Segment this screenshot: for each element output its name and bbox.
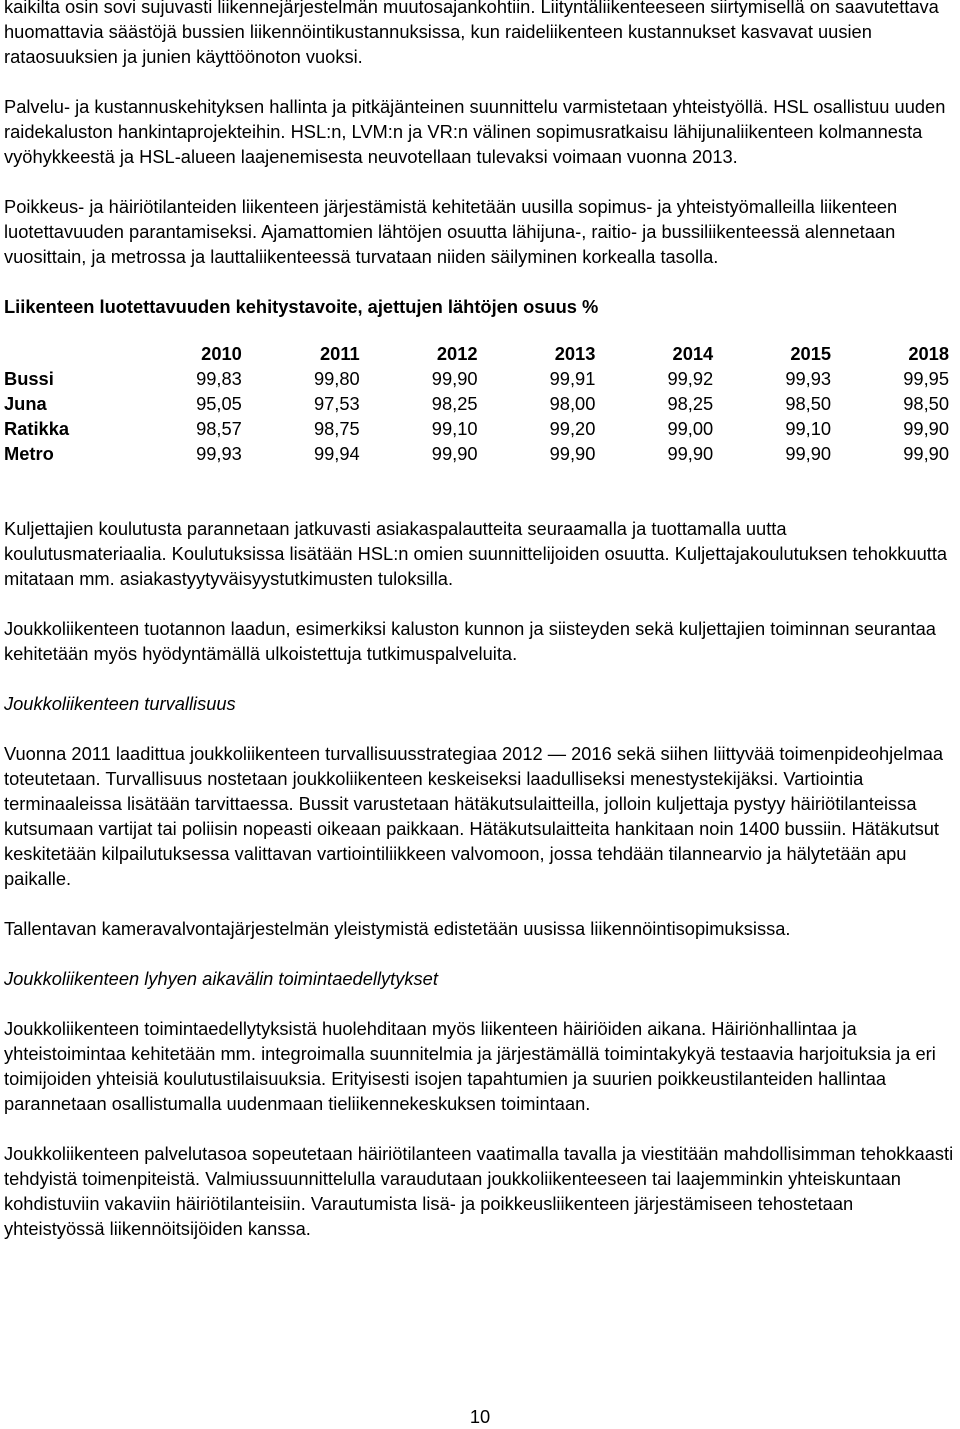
mode-label: Ratikka <box>4 418 70 439</box>
table-cell: 95,05 <box>196 393 242 414</box>
mode-label: Juna <box>4 393 47 414</box>
table-cell: 99,92 <box>667 368 714 389</box>
table-cell: 99,90 <box>667 443 714 464</box>
table-cell: 99,90 <box>431 368 478 389</box>
heading-safety: Joukkoliikenteen turvallisuus <box>4 693 236 714</box>
paragraph-driver-training: Kuljettajien koulutusta parannetaan jatkuvasti asiakaspalautteita seuraamalla ja tuottamalla uutta koulutusmateriaalia. Koulutuksissa lisätään HSL:n omien suunnittelijoiden osuutta. Kuljettajakoulutuksen tehokkuutta mitataan mm. asiakastyytyväisyystutkimusten tuloksilla. <box>4 518 948 589</box>
document-page <box>4 0 954 1241</box>
table-cell: 97,53 <box>313 393 360 414</box>
page-number: 10 <box>469 1406 491 1427</box>
table-cell: 98,50 <box>785 393 832 414</box>
paragraph-transfer-traffic: kaikilta osin sovi sujuvasti liikennejärjestelmän muutosajankohtiin. Liityntäliikenteeseen siirtymisellä on saavutettava huomattavia säästöjä bussien liikennöintikustannuksissa, kun raideliikenteen kustannukset kasvavat uusien rataosuuksien ja junien käyttöönoton vuoksi. <box>4 0 939 67</box>
heading-short-term-operations: Joukkoliikenteen lyhyen aikavälin toimintaedellytykset <box>4 968 438 989</box>
reliability-table-title: Liikenteen luotettavuuden kehitystavoite, ajettujen lähtöjen osuus % <box>4 296 599 317</box>
paragraph-production-quality: Joukkoliikenteen tuotannon laadun, esimerkiksi kaluston kunnon ja siisteyden sekä kuljettajien toiminnan seurantaa kehitetään myös hyödyntämällä ulkoistettuja tutkimuspalveluita. <box>4 618 936 664</box>
table-cell: 98,50 <box>903 393 949 414</box>
table-cell: 99,80 <box>313 368 360 389</box>
table-cell: 99,91 <box>549 368 596 389</box>
year-header: 2018 <box>908 343 949 364</box>
table-cell: 98,00 <box>549 393 596 414</box>
paragraph-safety-strategy: Vuonna 2011 laadittua joukkoliikenteen turvallisuusstrategiaa 2012 — 2016 sekä siihen liittyvää toimenpideohjelmaa toteutetaan. Turvallisuus nostetaan joukkoliikenteen keskeiseksi laadulliseksi menestystekijäksi. Vartiointia terminaaleissa lisätään tarvittaessa. Bussit varustetaan hätäkutsulaitteilla, jolloin kuljettaja pystyy häiriötilanteissa kutsumaan vartijat tai poliisin nopeasti oikeaan paikkaan. Hätäkutsulaitteita hankitaan noin 1400 bussiin. Hätäkutsut keskitetään kilpailutuksessa valittavan vartiointiliikkeen valvomoon, jossa tehdään tilannearvio ja hälytetään apu paikalle. <box>4 743 944 889</box>
year-header: 2015 <box>790 343 832 364</box>
mode-label: Bussi <box>4 368 54 389</box>
year-header: 2010 <box>201 343 242 364</box>
year-header: 2012 <box>436 343 478 364</box>
paragraph-camera-surveillance: Tallentavan kameravalvontajärjestelmän yleistymistä edistetään uusissa liikennöintisopimuksissa. <box>4 918 791 939</box>
table-cell: 99,90 <box>431 443 478 464</box>
table-cell: 99,95 <box>903 368 949 389</box>
paragraph-cost-management: Palvelu- ja kustannuskehityksen hallinta ja pitkäjänteinen suunnittelu varmistetaan yhteistyöllä. HSL osallistuu uuden raidekaluston hankintaprojekteihin. HSL:n, LVM:n ja VR:n välinen sopimusratkaisu lähijunaliikenteen kolmannesta vyöhykkeestä ja HSL-alueen laajenemisesta neuvotellaan tulevaksi voimaan vuonna 2013. <box>4 96 946 167</box>
table-cell: 99,10 <box>431 418 478 439</box>
table-cell: 98,25 <box>431 393 478 414</box>
year-header: 2014 <box>672 343 714 364</box>
paragraph-service-adaptation: Joukkoliikenteen palvelutasoa sopeutetaan häiriötilanteen vaatimalla tavalla ja viestitään mahdollisimman tehokkaasti tehdyistä toimenpiteistä. Valmiussuunnittelulla varaudutaan joukkoliikenteeseen tai laajemminkin yhteiskuntaan kohdistuviin vakaviin häiriötilanteisiin. Varautumista lisä- ja poikkeusliikenteen järjestämiseen tehostetaan yhteistyössä liikennöitsijöiden kanssa. <box>4 1143 954 1239</box>
paragraph-disruption-arrangements: Poikkeus- ja häiriötilanteiden liikenteen järjestämistä kehitetään uusilla sopimus- ja yhteistyömalleilla liikenteen luotettavuuden parantamiseksi. Ajamattomien lähtöjen osuutta lähijuna-, raitio- ja bussiliikenteessä alennetaan vuosittain, ja metrossa ja lauttaliikenteessä turvataan niiden säilyminen korkealla tasolla. <box>4 196 898 267</box>
table-row <box>4 366 949 391</box>
table-cell: 99,00 <box>667 418 714 439</box>
paragraph-disruption-management: Joukkoliikenteen toimintaedellytyksistä huolehditaan myös liikenteen häiriöiden aikana. Häiriönhallintaa ja yhteistoimintaa kehitetään mm. integroimalla suunnitelmia ja järjestämällä toimintakykyä testaavia harjoituksia ja eri toimijoiden yhteisiä koulutustilaisuuksia. Erityisesti isojen tapahtumien ja suurien poikkeustilanteiden hallintaa parannetaan osallistumalla uudenmaan tieliikennekeskuksen toimintaan. <box>4 1018 936 1114</box>
table-header-row <box>4 341 949 366</box>
table-cell: 99,83 <box>196 368 242 389</box>
table-cell: 99,94 <box>313 443 360 464</box>
year-header: 2013 <box>554 343 596 364</box>
table-corner-cell <box>4 341 124 366</box>
reliability-table <box>4 341 949 466</box>
table-cell: 99,93 <box>785 368 832 389</box>
table-cell: 98,25 <box>667 393 714 414</box>
table-cell: 99,20 <box>549 418 596 439</box>
mode-label: Metro <box>4 443 54 464</box>
table-row <box>4 441 949 466</box>
table-cell: 99,90 <box>549 443 596 464</box>
table-cell: 99,10 <box>785 418 832 439</box>
table-cell: 99,90 <box>785 443 832 464</box>
table-cell: 99,90 <box>903 418 949 439</box>
year-header: 2011 <box>320 343 360 364</box>
table-cell: 98,75 <box>313 418 360 439</box>
table-cell: 98,57 <box>196 418 242 439</box>
table-cell: 99,90 <box>903 443 949 464</box>
table-row <box>4 391 949 416</box>
table-row <box>4 416 949 441</box>
table-cell: 99,93 <box>196 443 242 464</box>
